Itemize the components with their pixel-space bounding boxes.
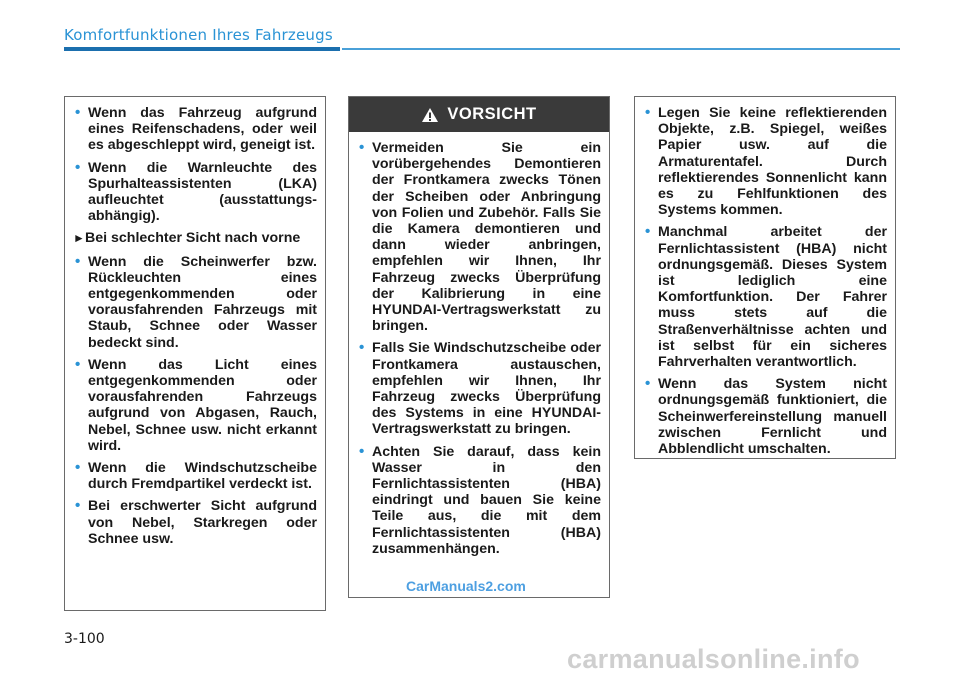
caution-list [349,132,609,569]
caution-label: VORSICHT [447,105,537,123]
bullet-icon: • [359,339,365,357]
page-number: 3-100 [64,631,105,647]
list-item: • Wenn die Windschutzscheibe durch Fremdpartikel verdeckt ist. [75,459,317,493]
notes-list [635,97,895,469]
list-item: • Achten Sie darauf, dass kein Wasser in den Fernlichtassistenten (HBA) eindringt und bauen Sie keine Teile aus, die mit dem Fernlichtassistenten (HBA) zusammenhängen. [359,442,601,557]
list-item: • Wenn die Warnleuchte des Spurhalteassistenten (LKA) aufleuchtet (ausstattungs-abhängig). [75,158,317,225]
list-item: • Wenn die Scheinwerfer bzw. Rückleuchten eines entgegenkommenden oder vorausfahrenden Fahrzeugs mit Staub, Schnee oder Wasser bedeckt sind. [75,252,317,351]
bullet-icon: • [359,442,365,460]
list-item: • Legen Sie keine reflektierenden Objekte, z.B. Spiegel, weißes Papier usw. auf die Armaturentafel. Durch reflektierendes Sonnenlicht kann es zu Fehlfunktionen des Systems kommen. [645,104,887,219]
conditions-box [64,96,326,611]
list-item: • Wenn das System nicht ordnungsgemäß funktioniert, die Scheinwerfereinstellung manuell zwischen Fernlicht und Abblendlicht umschalten. [645,375,887,458]
bullet-icon: • [75,459,81,477]
bullet-icon: • [75,355,81,373]
notes-box [634,96,896,459]
list-item: • Bei erschwerter Sicht aufgrund von Nebel, Starkregen oder Schnee usw. [75,497,317,547]
list-item: • Wenn das Fahrzeug aufgrund eines Reifenschadens, oder weil es abgeschleppt wird, geneigt ist. [75,104,317,154]
list-subheading: ► Bei schlechter Sicht nach vorne [73,230,301,247]
bullet-icon: • [75,158,81,176]
conditions-list [65,97,325,559]
bullet-icon: • [645,104,651,121]
bullet-icon: • [359,139,365,156]
arrow-right-icon: ► [73,231,85,246]
bullet-icon: • [75,104,81,121]
caution-box [348,96,610,598]
warning-triangle-icon [421,107,439,123]
header-rule-light [342,48,900,50]
list-item: • Vermeiden Sie ein vorübergehendes Demontieren der Frontkamera zwecks Tönen der Scheiben oder Anbringung von Folien und Zubehör. Falls Sie die Kamera demontieren und dann wieder anbringen, empfehlen wir Ihnen, Ihr Fahrzeug zwecks Überprüfung der Kalibrierung in eine HYUNDAI-Vertragswerkstatt zu bringen. [359,139,601,335]
bullet-icon: • [75,252,81,270]
list-item: • Falls Sie Windschutzscheibe oder Frontkamera austauschen, empfehlen wir Ihnen, Ihr Fahrzeug zwecks Überprüfung des Systems in eine HYUNDAI-Vertragswerkstatt zu bringen. [359,339,601,438]
caution-header [349,97,609,132]
header-rule-dark [64,47,340,51]
list-item: • Wenn das Licht eines entgegenkommenden oder vorausfahrenden Fahrzeugs aufgrund von Abgasen, Rauch, Nebel, Schnee usw. nicht erkannt wird. [75,355,317,454]
bullet-icon: • [645,375,651,393]
section-title: Komfortfunktionen Ihres Fahrzeugs [64,26,333,44]
bullet-icon: • [75,497,81,515]
bullet-icon: • [645,223,651,241]
watermark-inline: CarManuals2.com [406,578,526,594]
list-item: • Manchmal arbeitet der Fernlichtassistent (HBA) nicht ordnungsgemäß. Dieses System ist lediglich eine Komfortfunktion. Der Fahrer muss stets auf die Straßenverhältnisse achten und ist selbst für ein sicheres Fahrverhalten verantwortlich. [645,223,887,371]
watermark-bottom: carmanualsonline.info [567,644,860,674]
